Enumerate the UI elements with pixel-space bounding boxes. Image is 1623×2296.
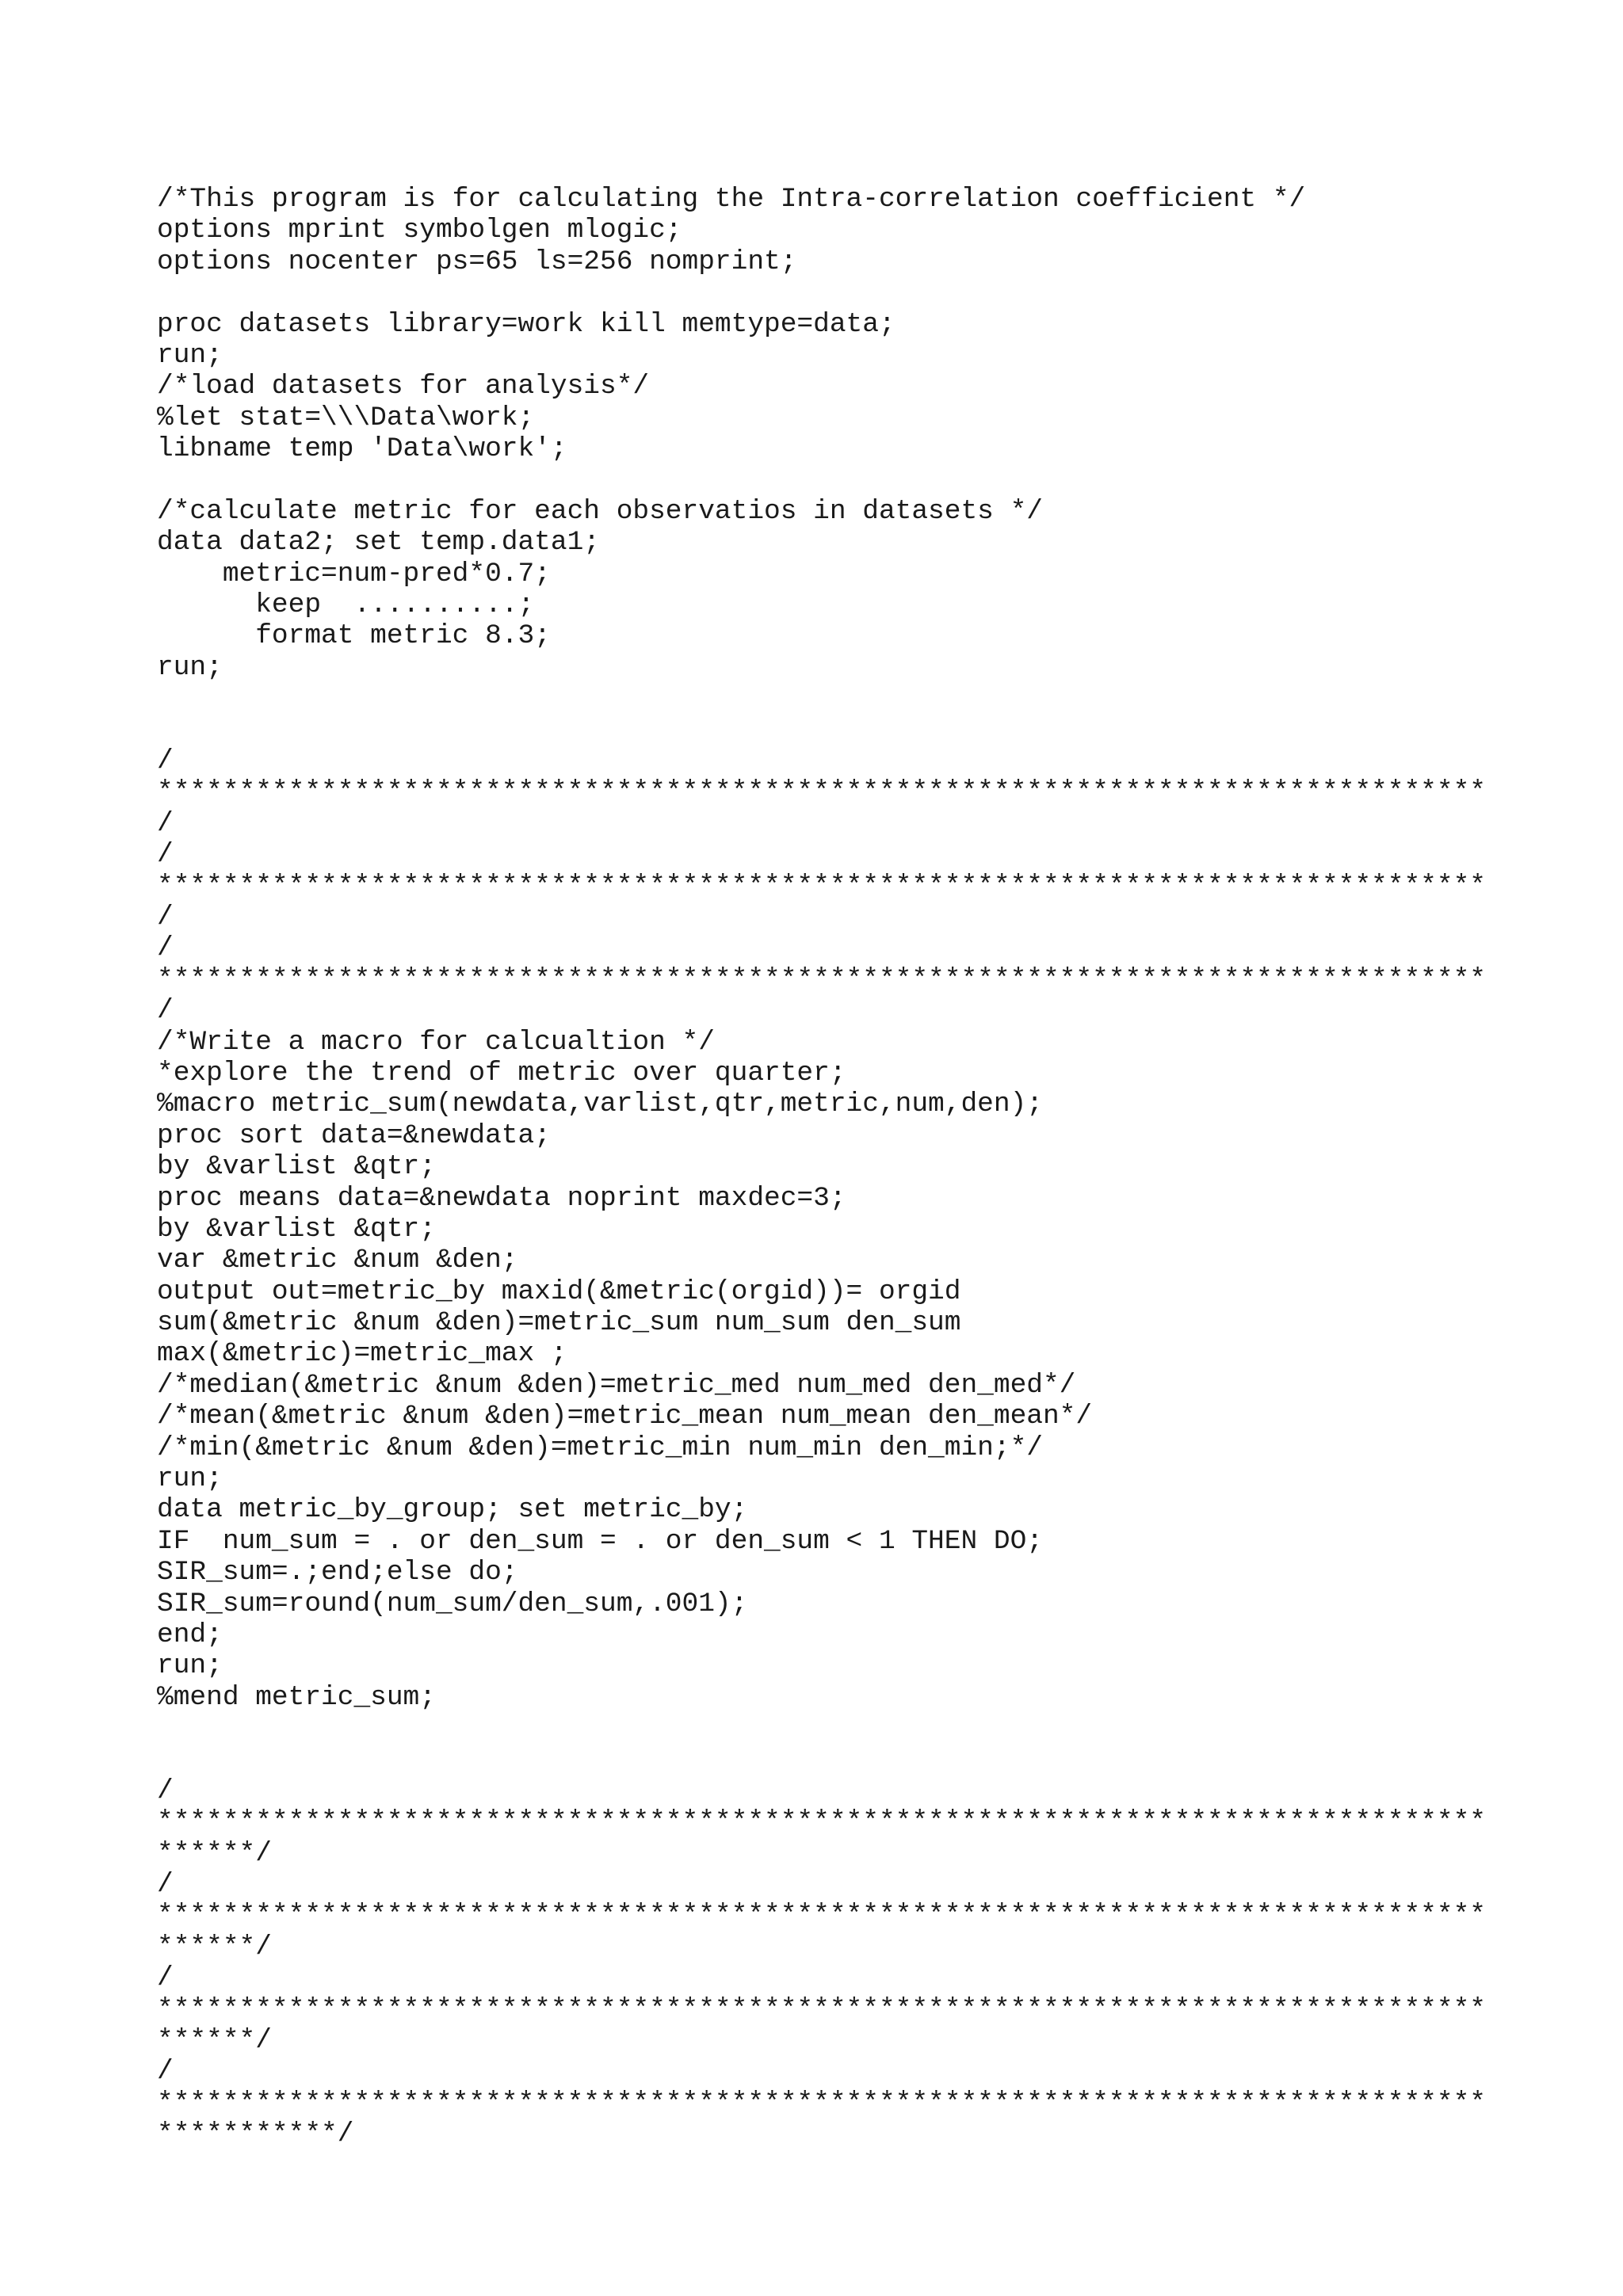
code-line: proc means data=&newdata noprint maxdec=3; [157, 1182, 846, 1214]
code-line: /*calculate metric for each observatios in datasets */ [157, 495, 1043, 527]
code-line: /*load datasets for analysis*/ [157, 371, 650, 402]
code-line [157, 683, 1486, 714]
code-line: / [157, 995, 174, 1027]
code-line: %macro metric_sum(newdata,varlist,qtr,metric,num,den); [157, 1089, 1043, 1120]
code-line: data data2; set temp.data1; [157, 527, 600, 559]
code-line: proc sort data=&newdata; [157, 1119, 551, 1151]
code-line: output out=metric_by maxid(&metric(orgid))= orgid [157, 1276, 961, 1307]
code-line: options mprint symbolgen mlogic; [157, 215, 682, 246]
code-line [157, 465, 1486, 496]
code-line: libname temp 'Data\work'; [157, 433, 567, 465]
code-line [157, 277, 1486, 308]
code-line: / [157, 2056, 174, 2088]
code-line: /*Write a macro for calcualtion */ [157, 1026, 715, 1058]
code-line: by &varlist &qtr; [157, 1151, 436, 1183]
code-line: end; [157, 1619, 223, 1650]
code-line: metric=num-pred*0.7; [157, 558, 551, 589]
code-line: / [157, 1869, 174, 1901]
code-line: sum(&metric &num &den)=metric_sum num_sum den_sum [157, 1307, 961, 1339]
code-line: / [157, 746, 174, 777]
code-line: keep ..........; [157, 589, 535, 621]
code-line: /*mean(&metric &num &den)=metric_mean num_mean den_mean*/ [157, 1401, 1093, 1432]
code-line: ******/ [157, 1837, 272, 1869]
code-line: max(&metric)=metric_max ; [157, 1338, 567, 1370]
code-line: var &metric &num &den; [157, 1245, 518, 1276]
code-line: / [157, 807, 174, 839]
code-line [157, 1745, 1486, 1775]
code-line: ********************************************************************************* [157, 776, 1486, 808]
code-line: ********************************************************************************* [157, 1806, 1486, 1838]
code-line: SIR_sum=.;end;else do; [157, 1557, 518, 1589]
code-line: / [157, 933, 174, 964]
code-line: ******/ [157, 1931, 272, 1962]
code-line: SIR_sum=round(num_sum/den_sum,.001); [157, 1588, 748, 1619]
code-line: / [157, 1962, 174, 1994]
sas-code-block [157, 184, 1486, 2150]
code-line [157, 1713, 1486, 1744]
code-line: /*median(&metric &num &den)=metric_med num_med den_med*/ [157, 1369, 1076, 1401]
code-line: ********************************************************************************* [157, 1900, 1486, 1932]
code-line: run; [157, 1650, 223, 1682]
code-line: run; [157, 339, 223, 371]
code-line: / [157, 1775, 174, 1806]
code-line: /*This program is for calculating the Intra-correlation coefficient */ [157, 184, 1306, 215]
code-line: / [157, 901, 174, 933]
code-line: ********************************************************************************* [157, 1993, 1486, 2025]
code-line: %mend metric_sum; [157, 1681, 436, 1713]
code-line: ***********/ [157, 2119, 354, 2150]
code-line: %let stat=\\\Data\work; [157, 402, 535, 433]
code-line [157, 715, 1486, 746]
code-line: format metric 8.3; [157, 620, 551, 652]
code-line: *explore the trend of metric over quarter; [157, 1057, 846, 1089]
code-line: data metric_by_group; set metric_by; [157, 1494, 748, 1526]
code-line: IF num_sum = . or den_sum = . or den_sum < 1 THEN DO; [157, 1525, 1043, 1557]
code-line: run; [157, 651, 223, 683]
code-line: ********************************************************************************* [157, 2087, 1486, 2119]
code-line: /*min(&metric &num &den)=metric_min num_min den_min;*/ [157, 1432, 1043, 1463]
code-line: ******/ [157, 2025, 272, 2057]
code-line: ********************************************************************************* [157, 963, 1486, 995]
code-line: ********************************************************************************* [157, 870, 1486, 902]
code-line: proc datasets library=work kill memtype=data; [157, 308, 896, 340]
code-line: / [157, 839, 174, 871]
code-line: run; [157, 1463, 223, 1495]
code-line: options nocenter ps=65 ls=256 nomprint; [157, 246, 797, 277]
code-line: by &varlist &qtr; [157, 1213, 436, 1245]
